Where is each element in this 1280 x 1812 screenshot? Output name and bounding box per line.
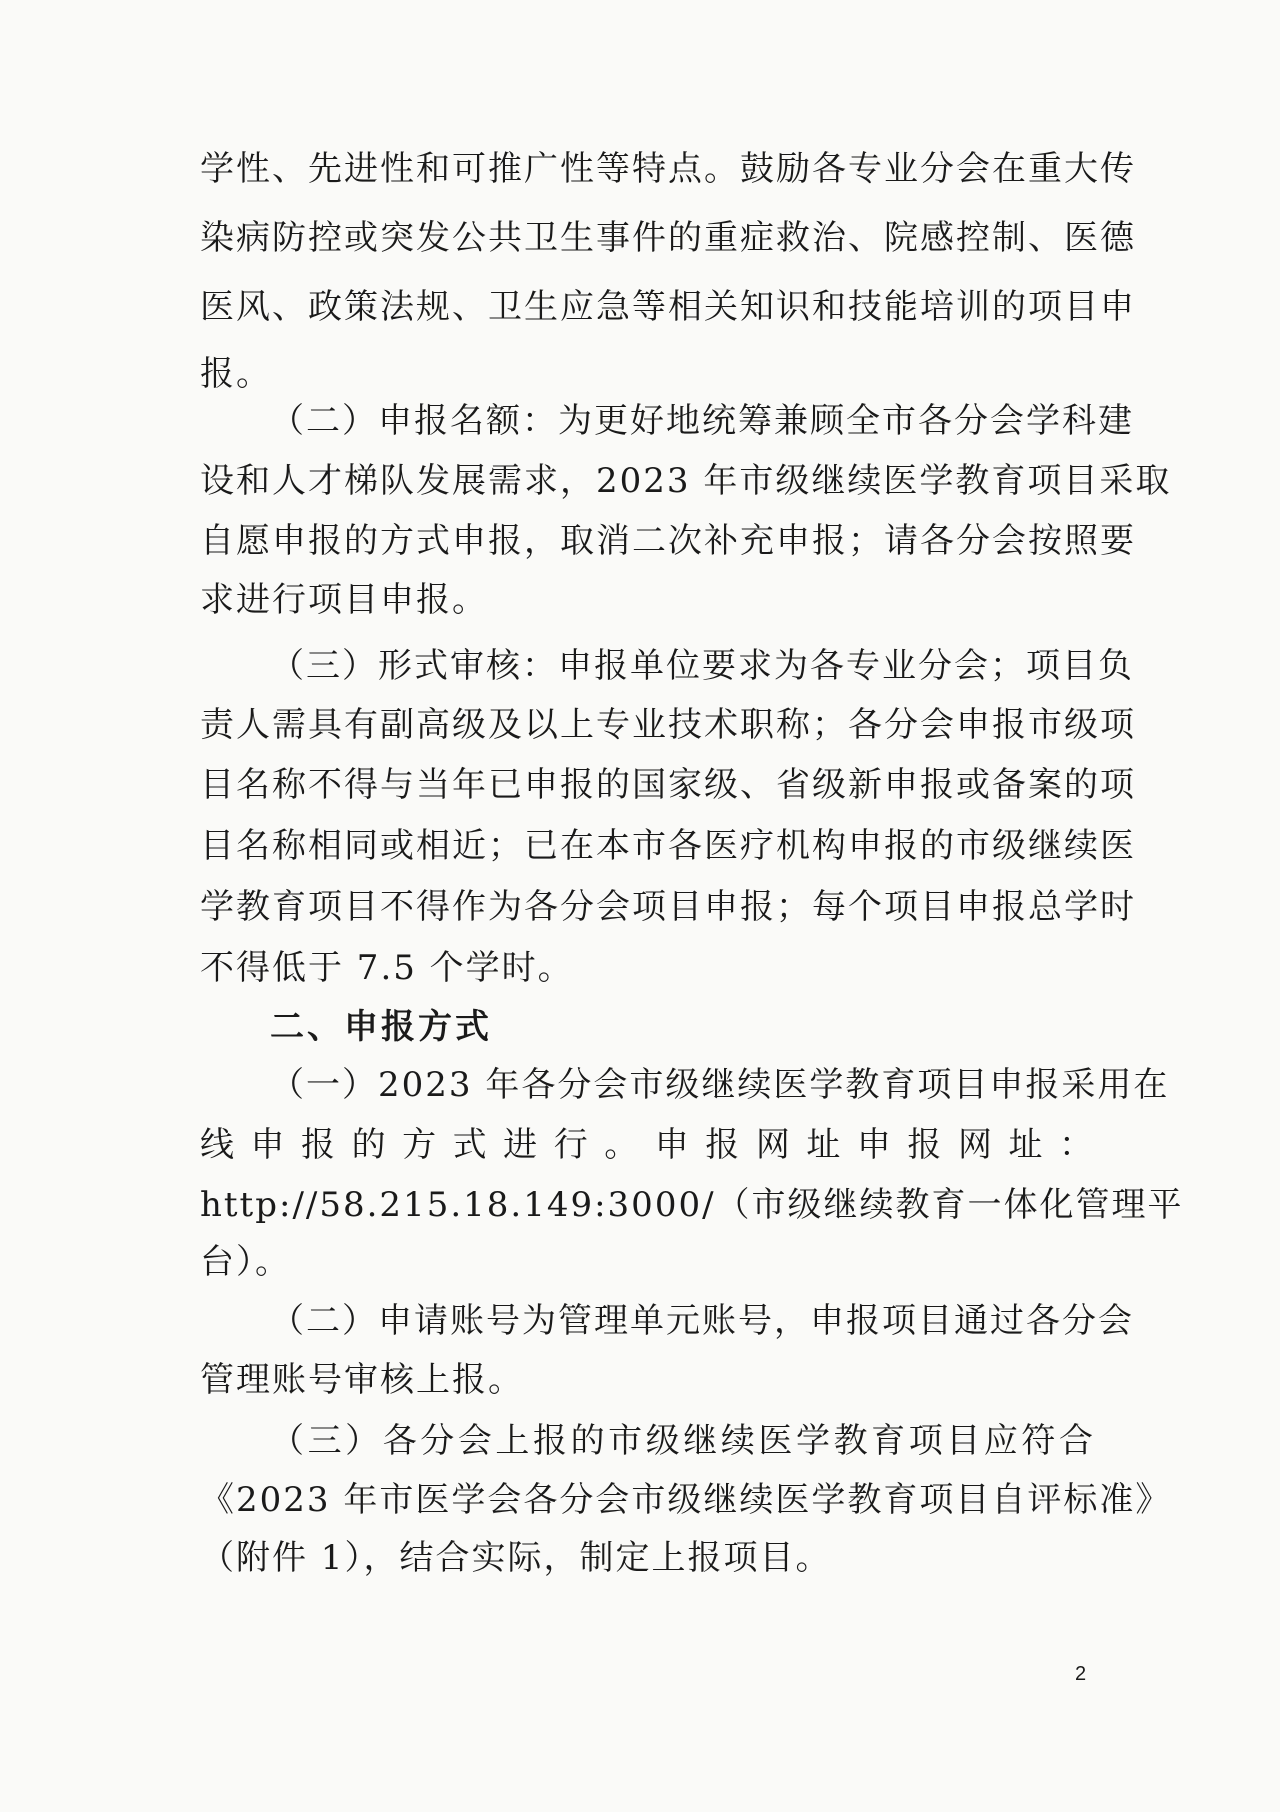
- paragraph-line: http://58.215.18.149:3000/（市级继续教育一体化管理平: [200, 1185, 1184, 1225]
- paragraph-line: 台）。: [200, 1242, 291, 1282]
- paragraph-line: 染病防控或突发公共卫生事件的重症救治、院感控制、医德: [200, 218, 1136, 258]
- paragraph-line: （三）形式审核：申报单位要求为各专业分会；项目负: [270, 646, 1134, 686]
- paragraph-line: 学性、先进性和可推广性等特点。鼓励各专业分会在重大传: [200, 149, 1136, 189]
- paragraph-line: 目名称相同或相近；已在本市各医疗机构申报的市级继续医: [200, 826, 1136, 866]
- paragraph-line: 学教育项目不得作为各分会项目申报；每个项目申报总学时: [200, 887, 1136, 927]
- paragraph-line: 医风、政策法规、卫生应急等相关知识和技能培训的项目申: [200, 287, 1136, 327]
- paragraph-line: （一）2023 年各分会市级继续医学教育项目申报采用在: [270, 1065, 1170, 1105]
- paragraph-line: （附件 1），结合实际，制定上报项目。: [200, 1538, 832, 1578]
- paragraph-line: （二）申请账号为管理单元账号，申报项目通过各分会: [270, 1301, 1134, 1341]
- paragraph-line: 不得低于 7.5 个学时。: [200, 948, 574, 988]
- paragraph-line: （三）各分会上报的市级继续医学教育项目应符合: [270, 1421, 1095, 1461]
- paragraph-line: 线申报的方式进行。申报网址申报网址：: [200, 1125, 1095, 1165]
- section-heading: 二、申报方式: [270, 1007, 492, 1047]
- paragraph-line: 责人需具有副高级及以上专业技术职称；各分会申报市级项: [200, 705, 1136, 745]
- paragraph-line: 目名称不得与当年已申报的国家级、省级新申报或备案的项: [200, 765, 1136, 805]
- paragraph-line: 求进行项目申报。: [200, 580, 488, 620]
- paragraph-line: 设和人才梯队发展需求，2023 年市级继续医学教育项目采取: [200, 461, 1172, 501]
- paragraph-line: 管理账号审核上报。: [200, 1360, 524, 1400]
- page-number: 2: [1075, 1663, 1087, 1685]
- paragraph-line: 自愿申报的方式申报，取消二次补充申报；请各分会按照要: [200, 521, 1136, 561]
- paragraph-line: 报。: [200, 354, 272, 394]
- paragraph-line: 《2023 年市医学会各分会市级继续医学教育项目自评标准》: [200, 1480, 1172, 1520]
- paragraph-line: （二）申报名额：为更好地统筹兼顾全市各分会学科建: [270, 401, 1134, 441]
